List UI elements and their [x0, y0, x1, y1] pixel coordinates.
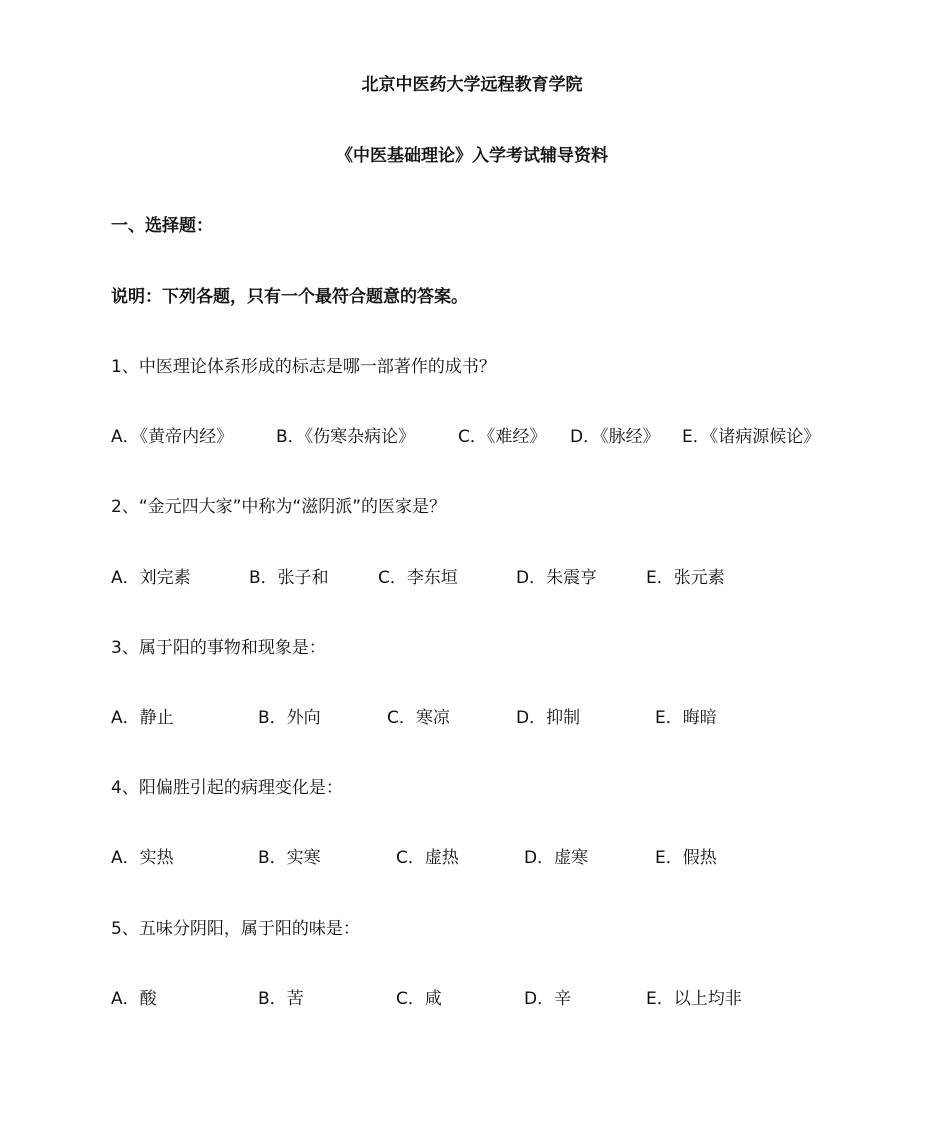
option-d: D．虚寒: [524, 848, 589, 868]
question-1: 1、中医理论体系形成的标志是哪一部著作的成书？: [111, 357, 496, 377]
option-a: A．静止: [111, 708, 174, 728]
option-a: A．酸: [111, 989, 157, 1009]
option-e: E．晦暗: [655, 708, 717, 728]
option-d: D．辛: [524, 989, 572, 1009]
instruction-text: 说明：下列各题，只有一个最符合题意的答案。: [111, 287, 468, 307]
option-e: E．《诸病源候论》: [682, 427, 821, 447]
question-4: 4、阳偏胜引起的病理变化是：: [111, 778, 343, 798]
option-b: B．实寒: [258, 848, 321, 868]
option-b: B．张子和: [249, 568, 329, 588]
option-b: B．苦: [258, 989, 304, 1009]
question-3: 3、属于阳的事物和现象是：: [111, 638, 326, 658]
option-c: C．虚热: [396, 848, 459, 868]
option-c: C．李东垣: [378, 568, 458, 588]
option-c: C．咸: [396, 989, 442, 1009]
option-b: B．《伤寒杂病论》: [276, 427, 416, 447]
institution-title: 北京中医药大学远程教育学院: [361, 75, 583, 95]
document-title: 《中医基础理论》入学考试辅导资料: [336, 146, 608, 166]
option-d: D．《脉经》: [570, 427, 660, 447]
option-a: A．实热: [111, 848, 174, 868]
option-c: C．寒凉: [387, 708, 450, 728]
question-2: 2、“金元四大家”中称为“滋阴派”的医家是？: [111, 497, 447, 517]
option-e: E．以上均非: [646, 989, 742, 1009]
option-a: A．《黄帝内经》: [111, 427, 234, 447]
option-a: A．刘完素: [111, 568, 191, 588]
question-5: 5、五味分阴阳，属于阳的味是：: [111, 919, 360, 939]
option-b: B．外向: [258, 708, 321, 728]
option-e: E．假热: [655, 848, 717, 868]
option-c: C．《难经》: [458, 427, 547, 447]
option-d: D．抑制: [516, 708, 581, 728]
option-e: E．张元素: [646, 568, 725, 588]
option-d: D．朱震亨: [516, 568, 598, 588]
section-heading: 一、选择题：: [111, 216, 213, 236]
